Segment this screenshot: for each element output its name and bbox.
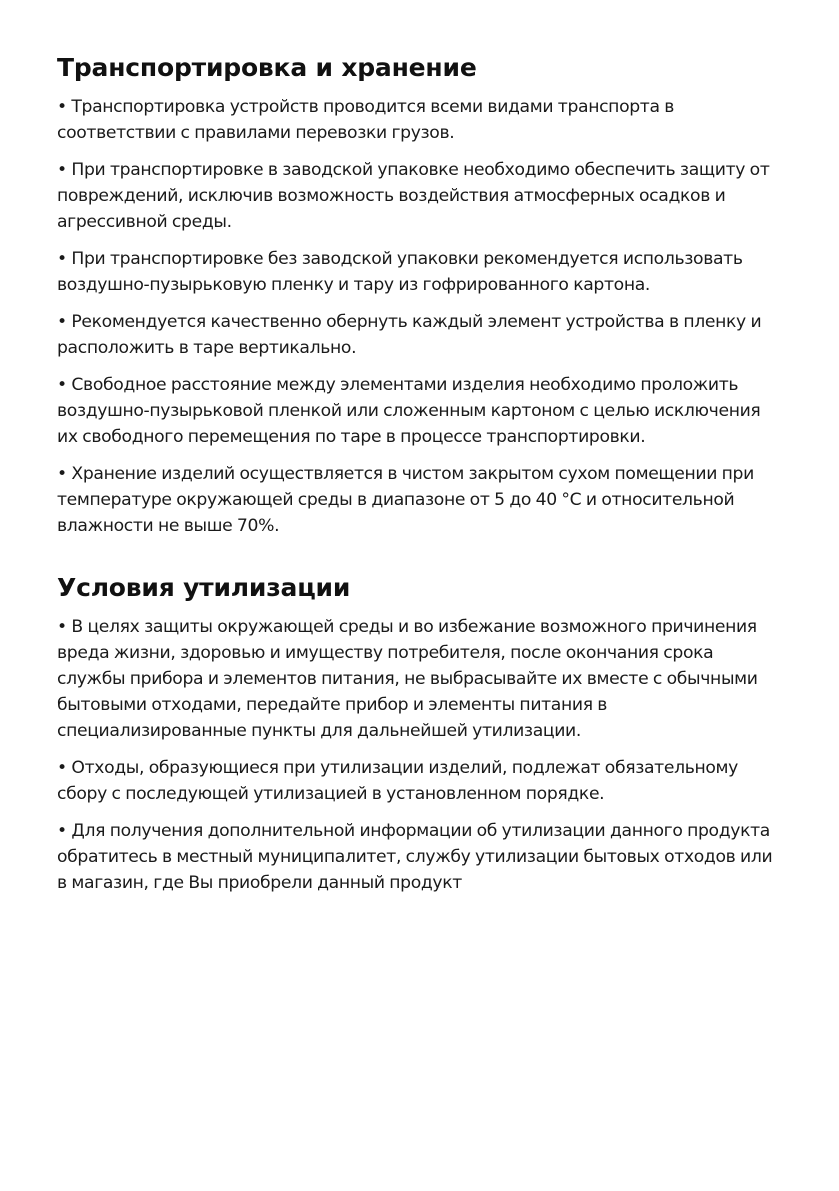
section-title: Транспортировка и хранение	[57, 53, 477, 82]
document-page	[57, 50, 783, 907]
paragraph: • При транспортировке в заводской упаковке необходимо обеспечить защиту от повреждений, исключив возможность воздействия атмосферных осадков и агрессивной среды.	[57, 160, 770, 232]
paragraph: • Транспортировка устройств проводится всеми видами транспорта в соответствии с правилами перевозки грузов.	[57, 97, 675, 143]
paragraph: • Отходы, образующиеся при утилизации изделий, подлежат обязательному сбору с последующей утилизацией в установленном порядке.	[57, 758, 738, 804]
paragraph: • Свободное расстояние между элементами изделия необходимо проложить воздушно-пузырьковой пленкой или сложенным картоном с целью исключения их свободного перемещения по таре в процессе транспортировки.	[57, 375, 761, 447]
paragraph: • В целях защиты окружающей среды и во избежание возможного причинения вреда жизни, здоровью и имуществу потребителя, после окончания срока службы прибора и элементов питания, не выбрасывайте их вместе с обычными бытовыми отходами, передайте прибор и элементы питания в специализированные пункты для дальнейшей утилизации.	[57, 617, 758, 741]
section-disposal	[57, 570, 783, 896]
paragraph: • Хранение изделий осуществляется в чистом закрытом сухом помещении при температуре окружающей среды в диапазоне от 5 до 40 °С и относительной влажности не выше 70%.	[57, 464, 754, 536]
section-title: Условия утилизации	[57, 573, 351, 602]
paragraph: • При транспортировке без заводской упаковки рекомендуется использовать воздушно-пузырьковую пленку и тару из гофрированного картона.	[57, 249, 743, 295]
section-transport-storage	[57, 50, 783, 539]
paragraph: • Для получения дополнительной информации об утилизации данного продукта обратитесь в местный муниципалитет, службу утилизации бытовых отходов или в магазин, где Вы приобрели данный продукт	[57, 821, 773, 893]
paragraph: • Рекомендуется качественно обернуть каждый элемент устройства в пленку и расположить в таре вертикально.	[57, 312, 762, 358]
